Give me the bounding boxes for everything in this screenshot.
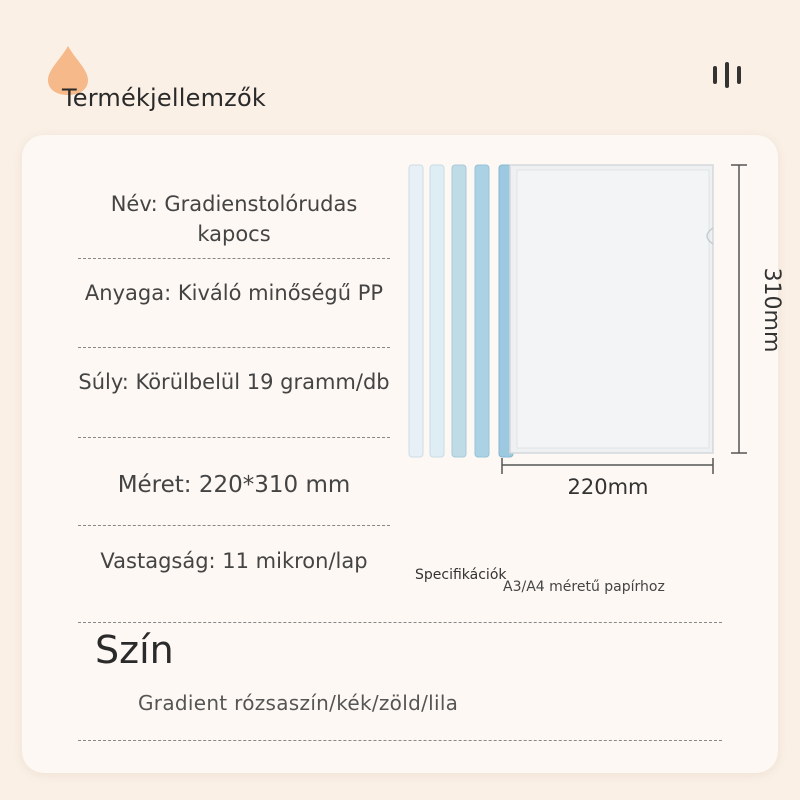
bars-icon	[712, 62, 742, 88]
spec-name: Név: Gradienstolórudas kapocs	[110, 192, 358, 246]
divider	[78, 740, 722, 741]
spec-size: Méret: 220*310 mm	[117, 472, 351, 498]
paper-label: A3/A4 méretű papírhoz	[503, 579, 665, 595]
strip-1	[409, 165, 423, 457]
color-title: Szín	[95, 628, 174, 672]
spec-caption: Specifikációk	[415, 567, 507, 583]
strip-2	[430, 165, 444, 457]
spec-weight: Súly: Körülbelül 19 gramm/db	[78, 370, 390, 394]
height-label: 310mm	[759, 267, 784, 353]
divider	[78, 525, 390, 526]
divider	[78, 622, 722, 623]
color-value: Gradient rózsaszín/kék/zöld/lila	[138, 691, 459, 715]
page-title: Termékjellemzők	[62, 84, 266, 112]
strip-3	[452, 165, 466, 457]
divider	[78, 347, 390, 348]
width-label: 220mm	[567, 475, 649, 499]
folder-image	[405, 160, 784, 505]
spec-material: Anyaga: Kiváló minőségű PP	[84, 281, 384, 305]
spec-thickness: Vastagság: 11 mikron/lap	[100, 549, 368, 573]
divider	[78, 437, 390, 438]
divider	[78, 258, 390, 259]
strip-4	[475, 165, 489, 457]
